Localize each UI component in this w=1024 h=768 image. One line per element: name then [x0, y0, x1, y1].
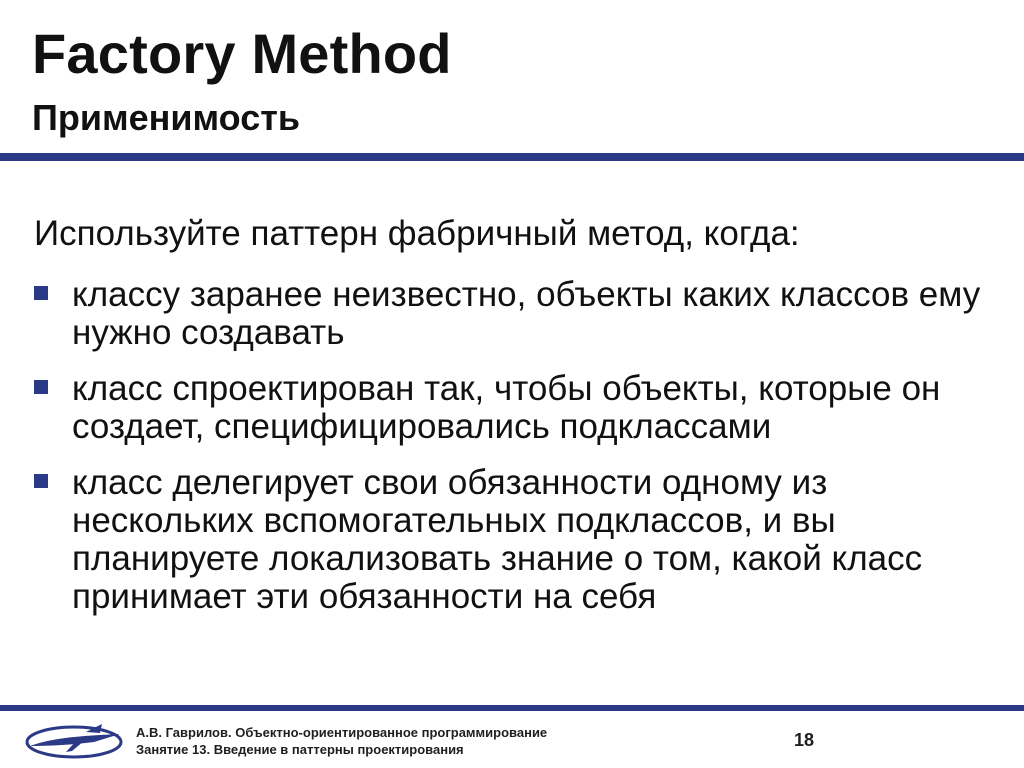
square-bullet-icon — [34, 474, 48, 488]
slide-title: Factory Method — [32, 22, 452, 85]
footer-text — [136, 724, 547, 758]
footer-author-line: А.В. Гаврилов. Объектно-ориентированное программирование — [136, 725, 548, 740]
bullet-item-1 — [34, 276, 994, 352]
bullet-text: классу заранее неизвестно, объекты каких классов ему нужно создавать — [72, 275, 981, 352]
footer-lesson-line: Занятие 13. Введение в паттерны проектирования — [136, 742, 464, 757]
bullet-item-2 — [34, 370, 994, 446]
aircraft-orbit-logo-icon — [22, 716, 127, 764]
slide-subtitle: Применимость — [32, 97, 300, 138]
square-bullet-icon — [34, 380, 48, 394]
top-divider — [0, 153, 1024, 161]
page-number: 18 — [793, 730, 814, 750]
intro-text: Используйте паттерн фабричный метод, когда: — [34, 214, 800, 253]
bullet-list — [34, 276, 994, 634]
bullet-text: класс спроектирован так, чтобы объекты, которые он создает, специфицировались подклассами — [72, 369, 941, 446]
square-bullet-icon — [34, 286, 48, 300]
bullet-text: класс делегирует свои обязанности одному из нескольких вспомогательных подклассов, и вы планируете локализовать знание о том, какой класс принимает эти обязанности на себя — [72, 463, 923, 616]
bottom-divider — [0, 705, 1024, 711]
bullet-item-3 — [34, 464, 994, 616]
